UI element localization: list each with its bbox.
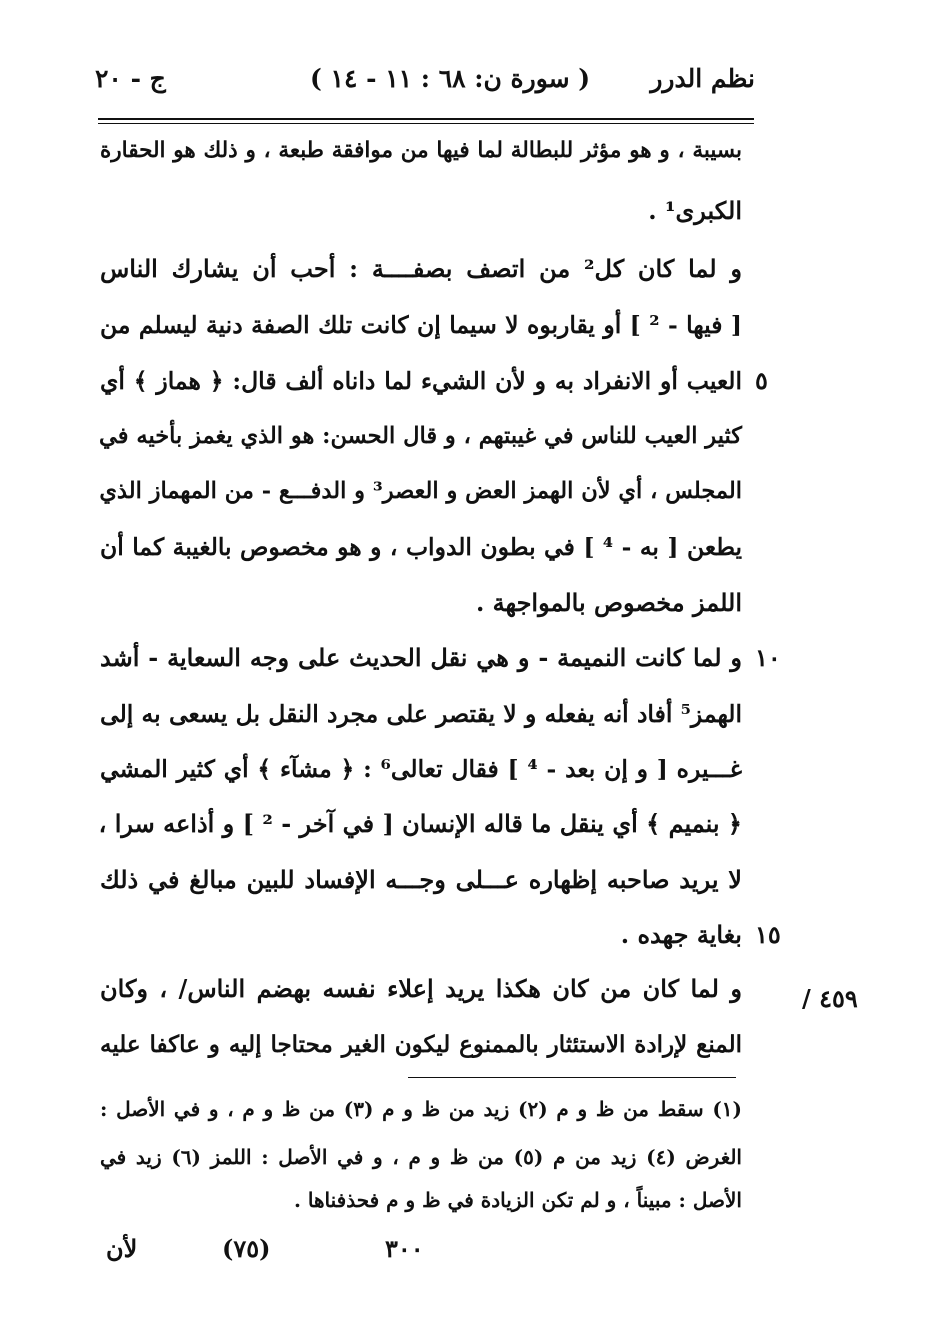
footnote-line: (١) سقط من ظ و م (٢) زيد من ظ و م (٣) من ظ و م ، و في الأصل : bbox=[100, 1097, 743, 1121]
text-line: بسيبة ، و هو مؤثر للبطالة لما فيها من موافقة طبعة ، و ذلك هو الحقارة bbox=[100, 138, 742, 163]
line-number: ١٠ bbox=[755, 643, 781, 672]
text-line: يطعن [ به - ⁴ ] في بطون الدواب ، و هو مخصوص بالغيبة كما أن bbox=[100, 533, 743, 561]
text-line: و لما كانت النميمة - و هي نقل الحديث على وجه السعاية - أشد bbox=[100, 643, 742, 672]
line-number: ١٥ bbox=[755, 920, 781, 949]
text-line: لا يريد صاحبه إظهاره عـــلى وجـــه الإفساد للبين مبالغ في ذلك bbox=[100, 865, 742, 894]
page-number: ٣٠٠ bbox=[385, 1234, 424, 1263]
text-line: و لما كان من كان هكذا يريد إعلاء نفسه بهضم الناس/ ، وكان bbox=[100, 974, 742, 1003]
line-number: ٥ bbox=[755, 366, 768, 395]
surah-reference: ( سورة ن: ٦٨ : ١١ - ١٤ ) bbox=[310, 64, 591, 93]
text-line: كثير العيب للناس في غيبتهم ، و قال الحسن: هو الذي يغمز بأخيه في bbox=[99, 423, 742, 449]
volume-number: ج - ٢٠ bbox=[95, 64, 166, 93]
catchword: لأن bbox=[106, 1234, 138, 1263]
text-line: الكبرى¹ . bbox=[648, 196, 742, 225]
sheet-number: (٧٥) bbox=[222, 1234, 271, 1263]
page-header bbox=[95, 62, 755, 106]
footnote-line: الغرض (٤) زيد من م (٥) من ظ و م ، و في الأصل : اللمز (٦) زيد في bbox=[100, 1145, 742, 1169]
text-line: [ فيها - ² ] أو يقاربوه لا سيما إن كانت تلك الصفة دنية ليسلم من bbox=[100, 311, 743, 339]
book-title: نظم الدرر bbox=[650, 64, 755, 93]
text-line: المنع لإرادة الاستئثار بالممنوع ليكون الغير محتاجا إليه و عاكفا عليه bbox=[100, 1031, 742, 1058]
manuscript-page-reference: ٤٥٩ / bbox=[802, 984, 858, 1013]
header-rule bbox=[98, 118, 754, 124]
text-line: العيب أو الانفراد به و لأن الشيء لما داناه ألف قال: ﴿ هماز ﴾ أي bbox=[100, 367, 742, 395]
text-line: اللمز مخصوص بالمواجهة . bbox=[475, 588, 742, 617]
text-line: المجلس ، أي لأن الهمز العض و العصر³ و الدفـــع - من المهماز الذي bbox=[99, 478, 742, 504]
text-line: بغاية جهده . bbox=[620, 920, 742, 949]
text-line: الهمز⁵ أفاد أنه يفعله و لا يقتصر على مجرد النقل بل يسعى به إلى bbox=[100, 700, 742, 728]
text-line: غـــيره [ و إن بعد - ⁴ ] فقال تعالى⁶ : ﴿ مشآء ﴾ أي كثير المشي bbox=[100, 755, 742, 783]
text-line: ﴿ بنميم ﴾ أي ينقل ما قاله الإنسان [ في آخر - ² ] و أذاعه سرا ، bbox=[98, 809, 742, 838]
footnote-rule bbox=[408, 1077, 736, 1078]
footnote-line: الأصل : مبيناً ، و لم تكن الزيادة في ظ و م فحذفناها . bbox=[293, 1188, 742, 1212]
text-line: و لما كان كل² من اتصف بصفــــة : أحب أن يشارك الناس bbox=[100, 254, 742, 283]
